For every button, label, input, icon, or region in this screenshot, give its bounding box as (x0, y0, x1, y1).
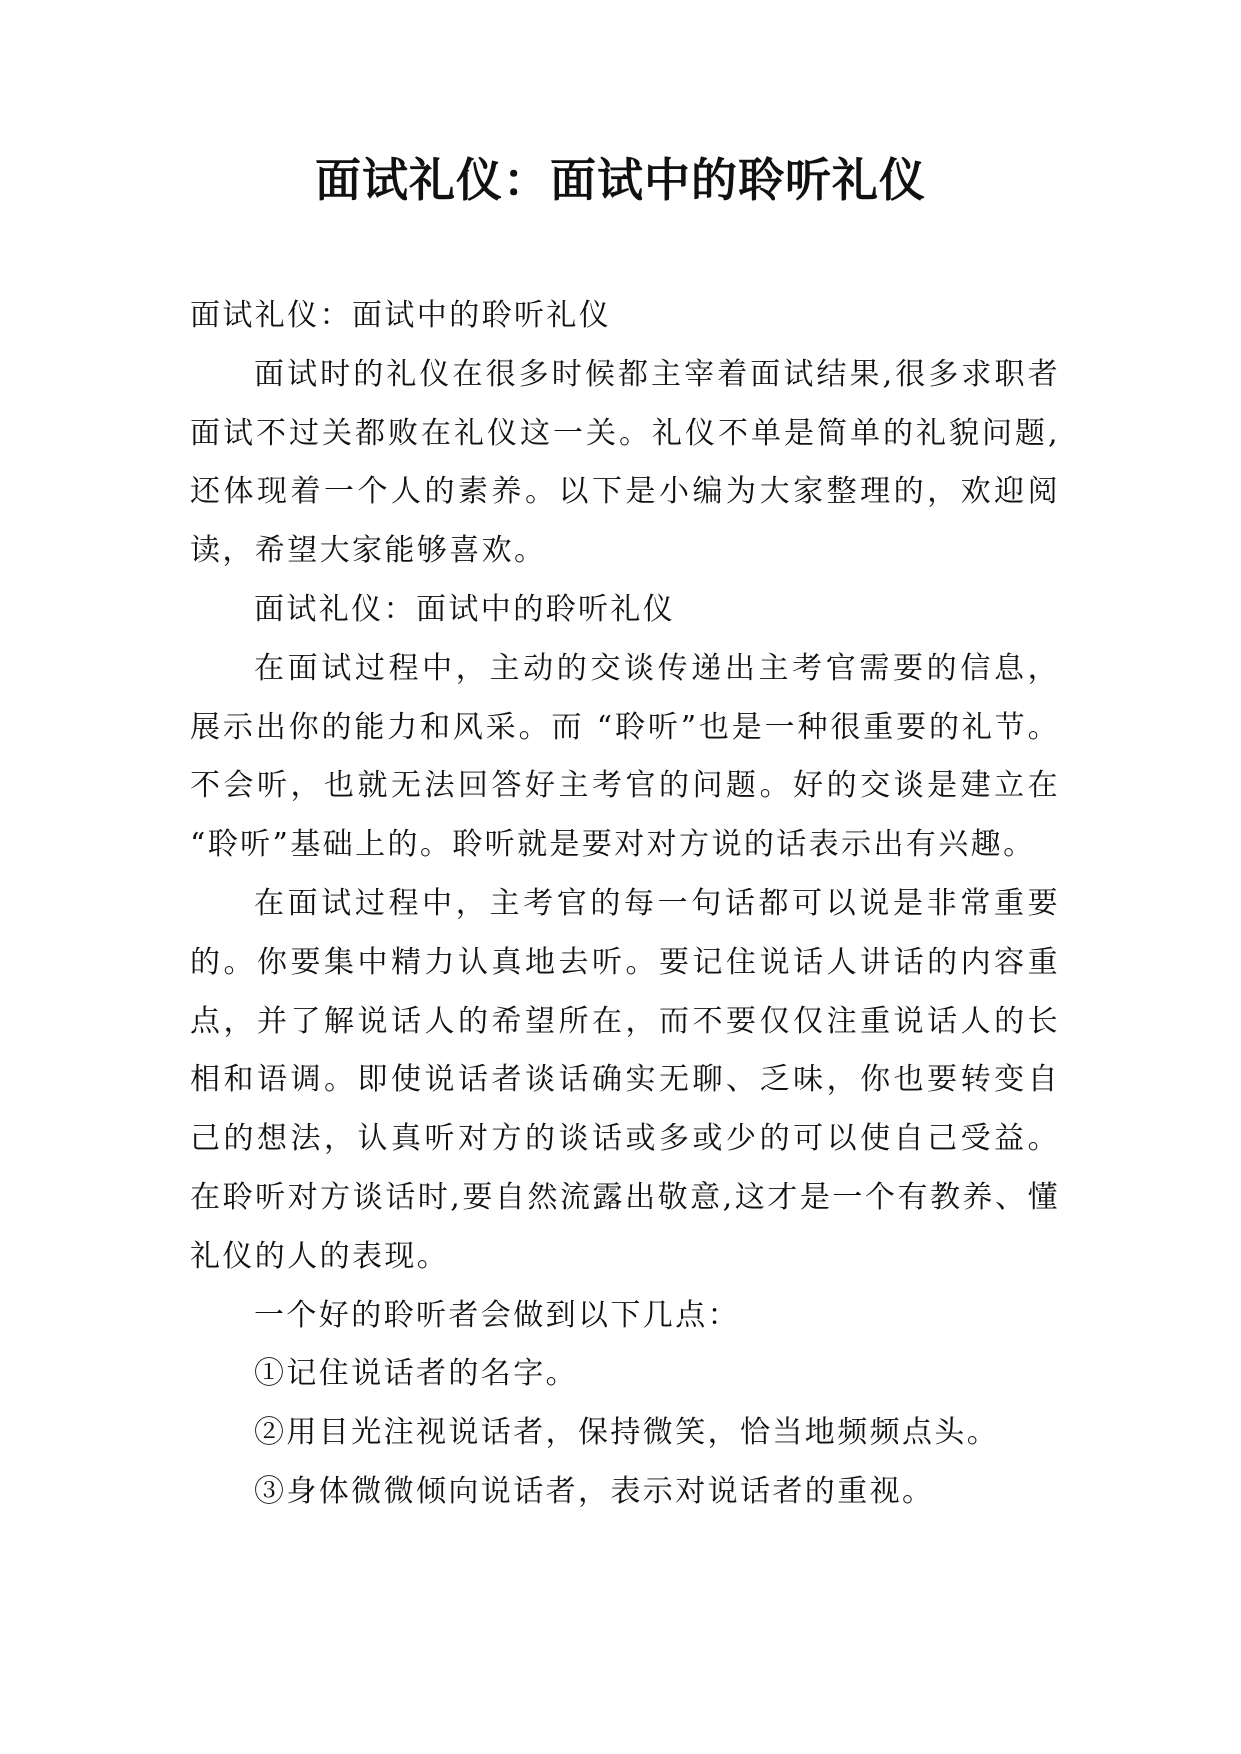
list-item: ③身体微微倾向说话者，表示对说话者的重视。 (254, 1473, 935, 1509)
body-paragraph: 面试时的礼仪在很多时候都主宰着面试结果,很多求职者面试不过关都败在礼仪这一关。礼仪不单是简单的礼貌问题,还体现着一个人的素养。以下是小编为大家整理的，欢迎阅读，希望大家能够喜欢。 (190, 356, 1060, 569)
body-paragraph-heading: 面试礼仪：面试中的聆听礼仪 (254, 591, 676, 627)
body-paragraph-subtitle: 面试礼仪：面试中的聆听礼仪 (190, 298, 612, 333)
list-item: ①记住说话者的名字。 (254, 1356, 578, 1392)
body-paragraph: 在面试过程中，主动的交谈传递出主考官需要的信息，展示出你的能力和风采。而 “聆听”也是一种很重要的礼节。不会听，也就无法回答好主考官的问题。好的交谈是建立在 “聆听”基础上的。聆听就是要对对方说的话表示出有兴趣。 (190, 650, 1060, 863)
body-paragraph: 一个好的聆听者会做到以下几点： (254, 1297, 740, 1333)
document-title: 面试礼仪：面试中的聆听礼仪 (315, 153, 926, 207)
body-paragraph: 在面试过程中，主考官的每一句话都可以说是非常重要的。你要集中精力认真地去听。要记住说话人讲话的内容重点，并了解说话人的希望所在，而不要仅仅注重说话人的长相和语调。即使说话者谈话确实无聊、乏味，你也要转变自己的想法，认真听对方的谈话或多或少的可以使自己受益。在聆听对方谈话时,要自然流露出敬意,这才是一个有教养、懂礼仪的人的表现。 (190, 885, 1060, 1274)
list-item: ②用目光注视说话者，保持微笑，恰当地频频点头。 (254, 1415, 1000, 1451)
document-body (190, 287, 1060, 1522)
